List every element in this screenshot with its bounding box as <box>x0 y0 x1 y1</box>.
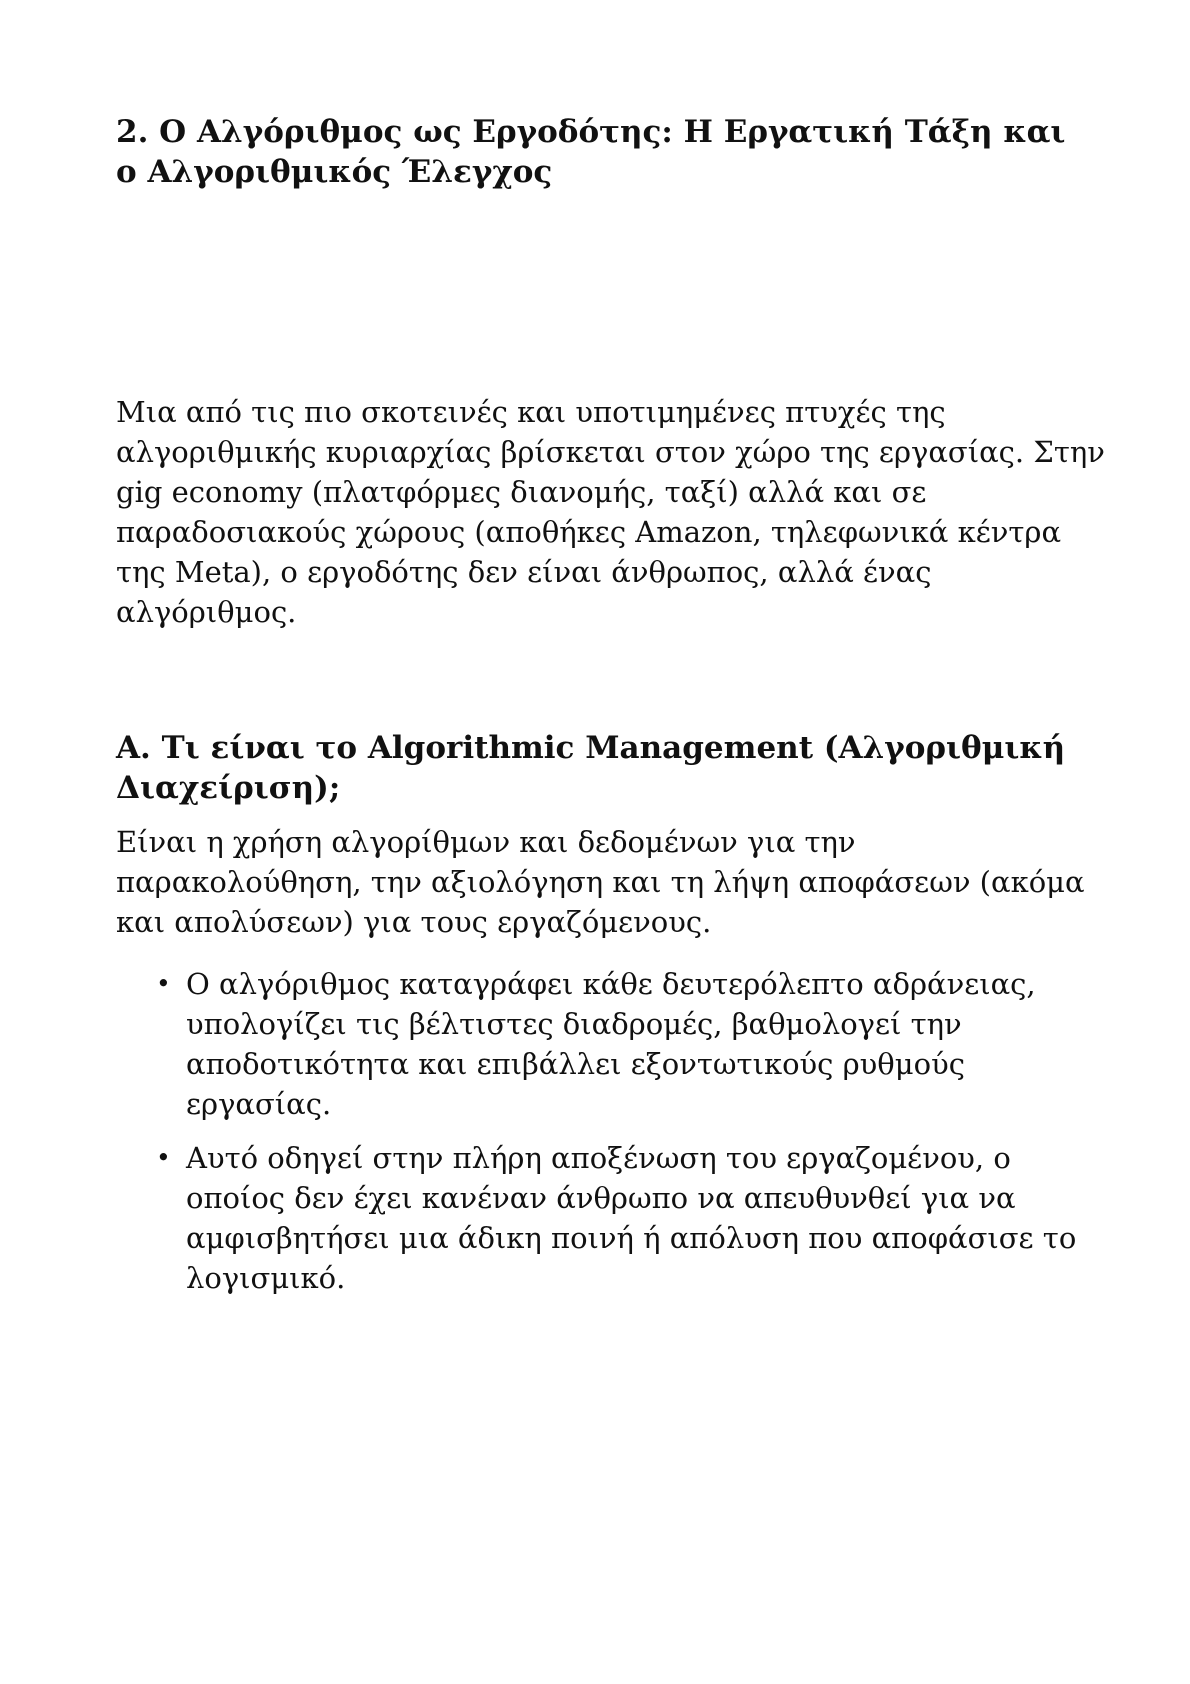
list-item-text: Ο αλγόριθμος καταγράφει κάθε δευτερόλεπτο αδράνειας, υπολογίζει τις βέλτιστες διαδρομές, βαθμολογεί την αποδοτικότητα και επιβάλλει εξοντωτικούς ρυθμούς εργασίας. <box>186 967 1036 1121</box>
definition-paragraph: Είναι η χρήση αλγορίθμων και δεδομένων για την παρακολούθηση, την αξιολόγηση και τη λήψη αποφάσεων (ακόμα και απολύσεων) για τους εργαζόμενους. <box>116 825 1085 939</box>
list-item-text: Αυτό οδηγεί στην πλήρη αποξένωση του εργαζομένου, ο οποίος δεν έχει κανέναν άνθρωπο να απευθυνθεί για να αμφισβητήσει μια άδικη ποινή ή απόλυση που αποφάσισε το λογισμικό. <box>186 1141 1077 1295</box>
bullet-list <box>116 964 1106 1298</box>
bullet-icon: • <box>156 969 171 998</box>
intro-paragraph: Μια από τις πιο σκοτεινές και υποτιμημένες πτυχές της αλγοριθμικής κυριαρχίας βρίσκεται στον χώρο της εργασίας. Στην gig economy (πλατφόρμες διανομής, ταξί) αλλά και σε παραδοσιακούς χώρους (αποθήκες Amazon, τηλεφωνικά κέντρα της Meta), ο εργοδότης δεν είναι άνθρωπος, αλλά ένας αλγόριθμος. <box>116 395 1105 629</box>
subsection-heading-a: Α. Τι είναι το Algorithmic Management (Αλγοριθμική Διαχείριση); <box>116 730 1066 806</box>
section-heading: 2. Ο Αλγόριθμος ως Εργοδότης: Η Εργατική Τάξη και ο Αλγοριθμικός Έλεγχος <box>116 114 1066 190</box>
bullet-icon: • <box>156 1143 171 1172</box>
list-item <box>116 1138 1106 1298</box>
list-item <box>116 964 1106 1124</box>
